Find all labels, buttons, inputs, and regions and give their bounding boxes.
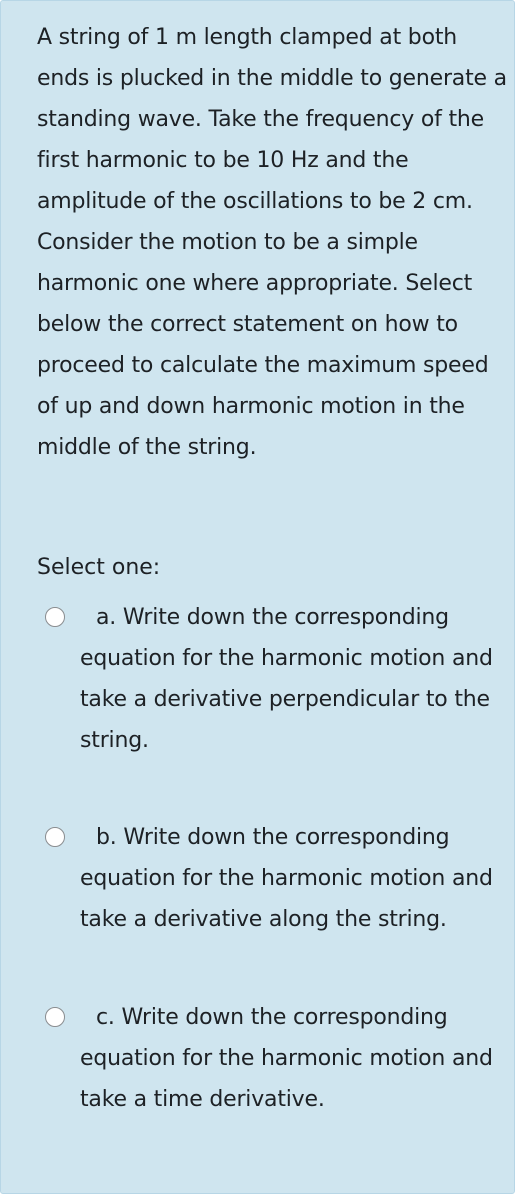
question-text: A string of 1 m length clamped at both ends is plucked in the middle to generate a standing wave. Take the frequency of the first harmonic to be 10 Hz and the amplitude of the oscillations to be 2 cm. Consider the motion to be a simple harmonic one where appropriate. Select below the correct statement on how to proceed to calculate the maximum speed of up and down harmonic motion in the middle of the string. bbox=[37, 25, 507, 460]
answer-option-c[interactable] bbox=[1, 997, 516, 1167]
answer-option-a[interactable] bbox=[1, 597, 516, 807]
radio-button-b[interactable] bbox=[45, 827, 65, 847]
answer-option-c-label[interactable]: c. Write down the corresponding equation for the harmonic motion and take a time derivative. bbox=[80, 1005, 493, 1112]
answer-option-b-label[interactable]: b. Write down the corresponding equation for the harmonic motion and take a derivative along the string. bbox=[80, 825, 493, 932]
radio-button-a[interactable] bbox=[45, 607, 65, 627]
radio-button-c[interactable] bbox=[45, 1007, 65, 1027]
answer-option-a-label[interactable]: a. Write down the corresponding equation for the harmonic motion and take a derivative perpendicular to the string. bbox=[80, 605, 493, 753]
answer-option-b[interactable] bbox=[1, 817, 516, 987]
select-one-prompt: Select one: bbox=[37, 555, 161, 580]
